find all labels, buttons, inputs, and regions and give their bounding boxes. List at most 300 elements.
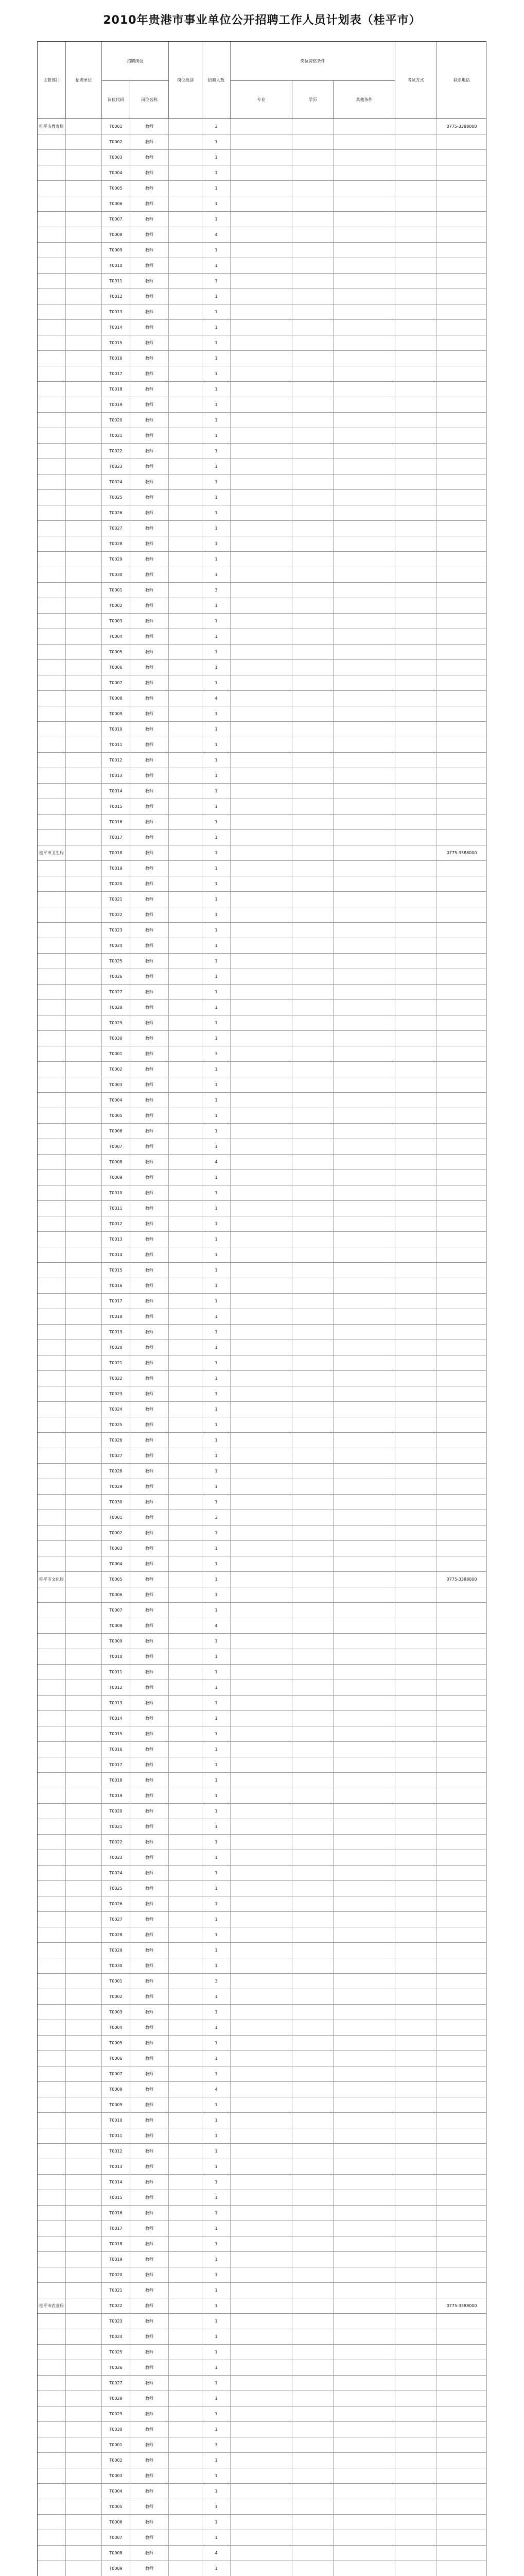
plan-count-cell: 3 [202, 1974, 231, 1989]
post-name-cell: 教师 [130, 382, 169, 397]
table-row [38, 2530, 486, 2546]
post-name-cell: 教师 [130, 1031, 169, 1046]
table-cell [395, 2128, 436, 2144]
post-name-cell: 教师 [130, 938, 169, 954]
plan-count-cell: 1 [202, 1866, 231, 1881]
table-cell [436, 536, 487, 552]
post-code-cell: T0024 [102, 2329, 130, 2345]
table-cell [436, 2283, 487, 2298]
table-cell [292, 660, 334, 675]
table-cell [38, 2082, 66, 2097]
table-row [38, 1417, 486, 1433]
table-cell [38, 505, 66, 521]
table-cell [169, 1371, 202, 1386]
table-row [38, 366, 486, 382]
table-cell [231, 1247, 292, 1263]
table-cell [395, 2206, 436, 2221]
plan-count-cell: 1 [202, 274, 231, 289]
table-cell [292, 366, 334, 382]
table-cell [231, 351, 292, 366]
table-row [38, 474, 486, 490]
table-cell [395, 2283, 436, 2298]
table-row [38, 2221, 486, 2236]
table-cell [169, 382, 202, 397]
table-cell [334, 1031, 395, 1046]
table-row [38, 1309, 486, 1325]
table-cell [231, 536, 292, 552]
table-cell [395, 845, 436, 861]
table-row [38, 134, 486, 150]
post-code-cell: T0029 [102, 1479, 130, 1495]
table-cell [334, 954, 395, 969]
table-cell [169, 598, 202, 614]
plan-count-cell: 1 [202, 1757, 231, 1773]
table-cell [334, 1479, 395, 1495]
table-cell [395, 1201, 436, 1216]
table-cell [231, 2082, 292, 2097]
table-cell [66, 1077, 102, 1093]
post-code-cell: T0023 [102, 1386, 130, 1402]
table-cell [38, 1371, 66, 1386]
table-cell [38, 985, 66, 1000]
table-cell [231, 2066, 292, 2082]
post-code-cell: T0018 [102, 845, 130, 861]
plan-count-cell: 1 [202, 2128, 231, 2144]
table-cell [231, 2484, 292, 2499]
table-cell [395, 428, 436, 444]
table-row [38, 2561, 486, 2576]
table-cell [231, 2453, 292, 2468]
table-cell [292, 2561, 334, 2576]
table-cell [292, 1077, 334, 1093]
table-cell [334, 2082, 395, 2097]
table-cell [395, 1216, 436, 1232]
table-row [38, 490, 486, 505]
table-cell [66, 320, 102, 335]
plan-count-cell: 1 [202, 2422, 231, 2437]
table-cell [169, 505, 202, 521]
table-cell [334, 2020, 395, 2036]
table-cell [169, 954, 202, 969]
post-code-cell: T0014 [102, 784, 130, 799]
table-cell [66, 923, 102, 938]
table-cell [66, 1850, 102, 1866]
table-cell [38, 1124, 66, 1139]
table-cell [292, 1603, 334, 1618]
header-contact: 联系电话 [453, 78, 470, 82]
table-cell [231, 1696, 292, 1711]
table-cell [66, 1247, 102, 1263]
table-cell [334, 1912, 395, 1927]
table-cell [38, 1819, 66, 1835]
table-cell [395, 1572, 436, 1587]
table-row [38, 2159, 486, 2175]
table-cell [169, 722, 202, 737]
table-cell [66, 1170, 102, 1185]
table-cell [292, 2159, 334, 2175]
table-cell [436, 366, 487, 382]
post-name-cell: 教师 [130, 2437, 169, 2453]
post-code-cell: T0001 [102, 583, 130, 598]
table-cell [66, 1696, 102, 1711]
table-cell [395, 1850, 436, 1866]
table-cell [292, 1232, 334, 1247]
post-code-cell: T0007 [102, 1139, 130, 1155]
table-cell [334, 1185, 395, 1201]
table-cell [436, 799, 487, 815]
table-cell [169, 289, 202, 304]
table-cell [395, 1479, 436, 1495]
table-cell [292, 598, 334, 614]
table-row [38, 2515, 486, 2530]
plan-count-cell: 1 [202, 706, 231, 722]
table-cell [334, 1526, 395, 1541]
table-cell [66, 1031, 102, 1046]
table-cell [334, 660, 395, 675]
table-cell [436, 413, 487, 428]
post-name-cell: 教师 [130, 706, 169, 722]
table-cell [436, 2314, 487, 2329]
table-cell [436, 351, 487, 366]
table-cell [66, 1355, 102, 1371]
post-code-cell: T0011 [102, 2128, 130, 2144]
table-cell [436, 1294, 487, 1309]
table-cell [292, 1665, 334, 1680]
post-name-cell: 教师 [130, 1479, 169, 1495]
table-cell [169, 2530, 202, 2546]
post-name-cell: 教师 [130, 1170, 169, 1185]
table-cell [334, 1155, 395, 1170]
table-cell [436, 227, 487, 243]
table-cell [66, 413, 102, 428]
table-cell [169, 2113, 202, 2128]
table-cell [292, 1247, 334, 1263]
table-row [38, 1896, 486, 1912]
table-cell [395, 212, 436, 227]
table-cell [334, 1046, 395, 1062]
post-name-cell: 教师 [130, 1495, 169, 1510]
table-cell [436, 196, 487, 212]
table-cell [292, 1572, 334, 1587]
table-cell [169, 645, 202, 660]
table-cell [169, 304, 202, 320]
table-cell [38, 1247, 66, 1263]
plan-count-cell: 1 [202, 1711, 231, 1726]
table-cell [66, 1927, 102, 1943]
post-code-cell: T0020 [102, 1804, 130, 1819]
table-cell [66, 474, 102, 490]
table-cell [38, 2051, 66, 2066]
table-cell [38, 1665, 66, 1680]
table-cell [395, 645, 436, 660]
table-cell [66, 2175, 102, 2190]
table-cell [292, 2082, 334, 2097]
table-cell [334, 2036, 395, 2051]
table-cell [395, 227, 436, 243]
table-cell [436, 2190, 487, 2206]
plan-count-cell: 1 [202, 2283, 231, 2298]
table-cell [169, 861, 202, 876]
table-cell [38, 521, 66, 536]
post-code-cell: T0011 [102, 1201, 130, 1216]
plan-count-cell: 1 [202, 2345, 231, 2360]
table-cell [395, 1510, 436, 1526]
post-code-cell: T0028 [102, 1000, 130, 1015]
table-cell [231, 2267, 292, 2283]
table-cell [66, 1139, 102, 1155]
post-code-cell: T0016 [102, 815, 130, 830]
table-row [38, 1093, 486, 1108]
table-cell [66, 1371, 102, 1386]
table-row [38, 1046, 486, 1062]
table-cell [38, 768, 66, 784]
table-cell [334, 1402, 395, 1417]
table-cell [436, 1108, 487, 1124]
table-cell [231, 1680, 292, 1696]
post-code-cell: T0030 [102, 1031, 130, 1046]
plan-count-cell: 1 [202, 320, 231, 335]
table-cell [169, 1402, 202, 1417]
table-cell [169, 2561, 202, 2576]
table-cell [66, 2468, 102, 2484]
table-cell [334, 938, 395, 954]
table-cell [66, 1201, 102, 1216]
table-cell [334, 2484, 395, 2499]
table-cell [169, 397, 202, 413]
table-cell [169, 134, 202, 150]
table-cell [334, 1634, 395, 1649]
table-cell [292, 706, 334, 722]
table-cell [231, 954, 292, 969]
table-cell [169, 2144, 202, 2159]
table-row [38, 1742, 486, 1757]
table-cell [334, 227, 395, 243]
table-cell [169, 675, 202, 691]
table-cell [169, 119, 202, 134]
post-code-cell: T0021 [102, 892, 130, 907]
table-cell [169, 567, 202, 583]
post-code-cell: T0005 [102, 1572, 130, 1587]
table-cell [38, 2515, 66, 2530]
table-cell [292, 227, 334, 243]
table-cell [334, 196, 395, 212]
table-cell [231, 258, 292, 274]
table-cell [169, 691, 202, 706]
post-name-cell: 教师 [130, 459, 169, 474]
post-code-cell: T0008 [102, 1155, 130, 1170]
table-cell [231, 815, 292, 830]
table-cell [334, 2005, 395, 2020]
table-cell [231, 907, 292, 923]
table-cell [292, 1943, 334, 1958]
table-cell [169, 2314, 202, 2329]
table-cell [231, 1541, 292, 1556]
table-cell [292, 1386, 334, 1402]
table-cell [436, 382, 487, 397]
post-code-cell: T0029 [102, 1015, 130, 1031]
table-cell [38, 1000, 66, 1015]
table-cell [334, 1247, 395, 1263]
table-cell [38, 2113, 66, 2128]
table-cell [436, 2252, 487, 2267]
table-cell [66, 675, 102, 691]
table-cell [38, 2499, 66, 2515]
table-row [38, 2051, 486, 2066]
table-cell [436, 2159, 487, 2175]
table-row [38, 2422, 486, 2437]
table-cell [38, 1927, 66, 1943]
header-unit: 招聘单位 [66, 42, 102, 119]
table-cell [334, 1835, 395, 1850]
table-row [38, 815, 486, 830]
table-cell [38, 258, 66, 274]
table-cell [395, 2298, 436, 2314]
table-cell [395, 274, 436, 289]
table-row [38, 629, 486, 645]
post-code-cell: T0026 [102, 2360, 130, 2376]
table-cell [231, 2298, 292, 2314]
table-row [38, 382, 486, 397]
post-code-cell: T0008 [102, 2082, 130, 2097]
table-cell [231, 1943, 292, 1958]
table-cell [169, 2036, 202, 2051]
table-cell [292, 2066, 334, 2082]
table-cell [395, 629, 436, 645]
plan-count-cell: 1 [202, 954, 231, 969]
table-cell [292, 737, 334, 753]
table-cell [436, 923, 487, 938]
table-cell [38, 413, 66, 428]
post-code-cell: T0003 [102, 1541, 130, 1556]
table-cell [334, 923, 395, 938]
post-name-cell: 教师 [130, 1278, 169, 1294]
table-cell [38, 1989, 66, 2005]
table-cell [66, 165, 102, 181]
table-cell [38, 304, 66, 320]
table-cell [231, 2406, 292, 2422]
table-cell [292, 2484, 334, 2499]
table-cell [38, 1417, 66, 1433]
post-code-cell: T0004 [102, 165, 130, 181]
plan-count-cell: 1 [202, 1788, 231, 1804]
table-cell [38, 1958, 66, 1974]
table-cell [169, 2437, 202, 2453]
table-cell [292, 2499, 334, 2515]
table-cell [395, 2144, 436, 2159]
table-cell [395, 706, 436, 722]
table-cell [169, 1866, 202, 1881]
table-cell [66, 459, 102, 474]
plan-count-cell: 1 [202, 1371, 231, 1386]
table-cell [436, 1000, 487, 1015]
table-cell [436, 1556, 487, 1572]
table-cell [169, 2128, 202, 2144]
table-row [38, 923, 486, 938]
table-cell [334, 1495, 395, 1510]
table-row [38, 1108, 486, 1124]
table-cell [38, 134, 66, 150]
table-cell [66, 784, 102, 799]
table-cell [395, 1340, 436, 1355]
contact-cell: 0775-3388000 [446, 851, 477, 855]
table-cell [169, 2159, 202, 2175]
table-cell [334, 2468, 395, 2484]
table-cell [231, 552, 292, 567]
table-row [38, 1665, 486, 1680]
table-cell [292, 351, 334, 366]
table-cell [292, 1958, 334, 1974]
table-cell [334, 521, 395, 536]
table-cell [169, 660, 202, 675]
table-cell [292, 1015, 334, 1031]
table-cell [395, 1170, 436, 1185]
post-name-cell: 教师 [130, 1247, 169, 1263]
post-name-cell: 教师 [130, 1417, 169, 1433]
plan-count-cell: 1 [202, 552, 231, 567]
plan-count-cell: 1 [202, 861, 231, 876]
post-name-cell: 教师 [130, 2036, 169, 2051]
table-cell [436, 675, 487, 691]
table-cell [38, 2530, 66, 2546]
table-cell [292, 1448, 334, 1464]
table-cell [38, 1804, 66, 1819]
table-cell [436, 830, 487, 845]
post-code-cell: T0020 [102, 876, 130, 892]
table-cell [169, 181, 202, 196]
table-cell [395, 2530, 436, 2546]
table-cell [169, 1077, 202, 1093]
plan-count-cell: 1 [202, 2499, 231, 2515]
plan-count-cell: 1 [202, 2097, 231, 2113]
table-cell [436, 1958, 487, 1974]
plan-count-cell: 4 [202, 2082, 231, 2097]
table-cell [395, 2515, 436, 2530]
table-cell [38, 614, 66, 629]
plan-count-cell: 1 [202, 1819, 231, 1835]
table-cell [231, 876, 292, 892]
plan-count-cell: 1 [202, 2314, 231, 2329]
plan-count-cell: 1 [202, 196, 231, 212]
plan-count-cell: 1 [202, 1696, 231, 1711]
table-cell [292, 583, 334, 598]
table-cell [231, 1958, 292, 1974]
table-cell [395, 1433, 436, 1448]
table-cell [334, 2530, 395, 2546]
table-cell [231, 2252, 292, 2267]
post-code-cell: T0019 [102, 397, 130, 413]
table-cell [395, 1680, 436, 1696]
table-cell [169, 2329, 202, 2345]
plan-count-cell: 1 [202, 1572, 231, 1587]
table-cell [38, 2437, 66, 2453]
table-cell [169, 799, 202, 815]
table-cell [292, 335, 334, 351]
table-cell [292, 196, 334, 212]
table-cell [436, 1680, 487, 1696]
table-cell [292, 1696, 334, 1711]
post-code-cell: T0006 [102, 1587, 130, 1603]
table-cell [436, 2561, 487, 2576]
plan-count-cell: 1 [202, 2561, 231, 2576]
post-code-cell: T0008 [102, 2546, 130, 2561]
table-cell [334, 212, 395, 227]
table-cell [395, 2406, 436, 2422]
header-major: 专业 [231, 80, 292, 119]
table-cell [436, 2128, 487, 2144]
table-cell [334, 2128, 395, 2144]
plan-count-cell: 3 [202, 119, 231, 134]
table-cell [395, 691, 436, 706]
